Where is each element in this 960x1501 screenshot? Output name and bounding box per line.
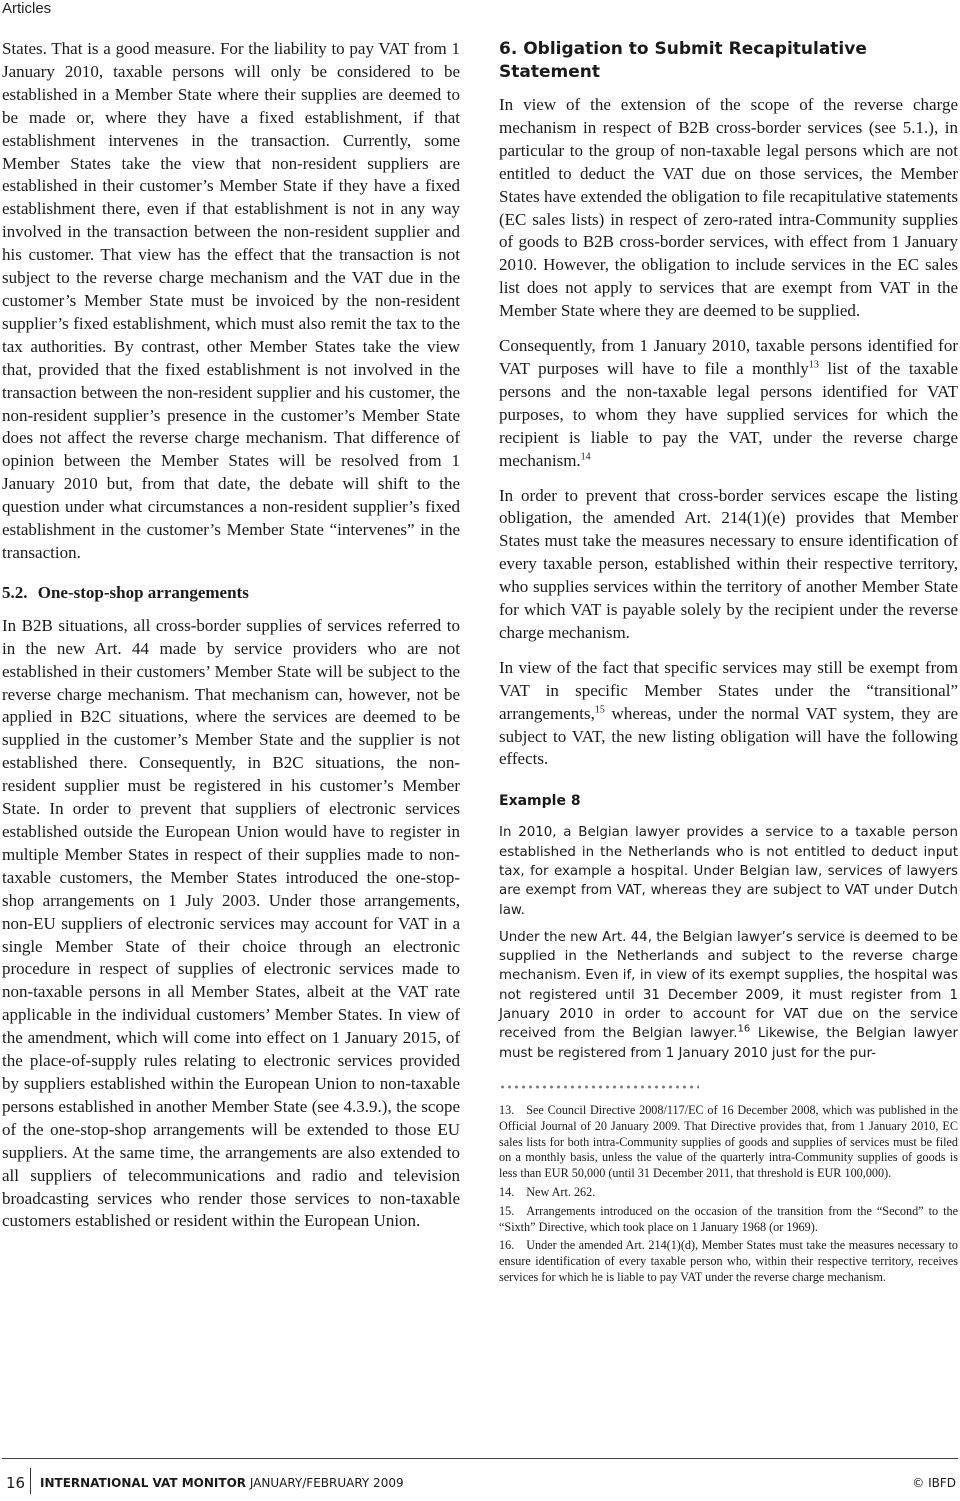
footnote-ref[interactable]: 15 <box>594 704 605 715</box>
body-paragraph <box>499 657 958 772</box>
text-run: In view of the fact that specific services may still be exempt from VAT in specific Member States under the “transitional” arrangements, <box>499 657 958 723</box>
text-run: Under the new Art. 44, the Belgian lawyer’s service is deemed to be supplied in the Netherlands and subject to the reverse charge mechanism. Even if, in view of its exempt supplies, the hospital was not registered until 31 December 2009, it must register from 1 January 2010 in order to account for VAT due on the service received from the Belgian lawyer. <box>499 929 958 1042</box>
footnote-number: 14. <box>499 1184 515 1199</box>
left-column <box>2 38 460 1243</box>
section-label: Articles <box>2 0 52 17</box>
example-paragraph <box>499 928 958 1063</box>
page-number: 16 <box>6 1474 26 1492</box>
chapter-heading: 6. Obligation to Submit Recapitulative Statement <box>499 39 867 82</box>
footnotes <box>499 1103 958 1286</box>
footer-divider <box>30 1468 31 1494</box>
text-run: Likewise, the Belgian lawyer must be registered from 1 January 2010 just for the pur- <box>499 1026 958 1061</box>
footnote-separator <box>499 1085 699 1089</box>
right-column <box>499 38 958 1289</box>
footnote-text: Arrangements introduced on the occasion of the transition from the “Second” to the “Sixth” Directive, which took place on 1 January 1968 (or 1969). <box>499 1203 958 1234</box>
example-paragraph: In 2010, a Belgian lawyer provides a service to a taxable person established in the Netherlands who is not entitled to deduct input tax, for example a hospital. Under Belgian law, services of lawyers are exempt from VAT, whereas they are subject to VAT under Dutch law. <box>499 825 958 918</box>
footnote-number: 13. <box>499 1102 515 1117</box>
section-number: 5.2. <box>2 582 28 602</box>
footnote-text: See Council Directive 2008/117/EC of 16 December 2008, which was published in the Official Journal of 20 January 2009. That Directive provides that, from 1 January 2010, EC sales lists for both intra-Community supplies of goods and supplies of services must be filed on a monthly basis, unless the value of the quarterly intra-Community supplies of goods is less than EUR 50,000 (until 31 December 2011, that threshold is EUR 100,000). <box>499 1102 958 1181</box>
footnote <box>499 1185 958 1201</box>
footnote-number: 15. <box>499 1203 515 1218</box>
footnote <box>499 1103 958 1182</box>
body-paragraph <box>499 335 958 472</box>
text-run: whereas, under the normal VAT system, they are subject to VAT, the new listing obligation will have the following effects. <box>499 703 958 769</box>
publication-info <box>40 1476 404 1490</box>
footnote-text: Under the amended Art. 214(1)(d), Member States must take the measures necessary to ensure identification of every taxable person who, within their respective territory, receives services for which he is liable to pay VAT under the reverse charge mechanism. <box>499 1238 958 1284</box>
text-run: list of the taxable persons and the non-taxable legal persons identified for VAT purposes, to whom they have supplied services for which the recipient is liable to pay the VAT, under the reverse charge mechanism. <box>499 358 958 470</box>
footnote-ref[interactable]: 14 <box>580 450 591 462</box>
footnote <box>499 1204 958 1236</box>
example-title: Example 8 <box>499 793 581 810</box>
footnote-ref[interactable]: 16 <box>737 1023 751 1035</box>
body-paragraph: States. That is a good measure. For the liability to pay VAT from 1 January 2010, taxable persons will only be considered to be established in a Member State where their supplies are deemed to be made or, where they have a fixed establishment, if that establishment intervenes in the transaction. Currently, some Member States take the view that non-resident suppliers are established in their customer’s Member State if they have a fixed establishment there, even if that establishment is not in any way involved in the transaction between the non-resident supplier and his customer. That view has the effect that the transaction is not subject to the reverse charge mechanism and the VAT due in the customer’s Member State must be invoiced by the non-resident supplier’s fixed establishment, which must also remit the tax to the tax authorities. By contrast, other Member States take the view that, provided that the fixed establishment is not involved in the transaction between the non-resident supplier and his customer, the non-resident supplier’s presence in the customer’s Member State does not affect the reverse charge mechanism. That difference of opinion between the Member States will be resolved from 1 January 2010 but, from that date, the debate will shift to the question under what circumstances a non-resident supplier’s fixed establishment in the customer’s Member State “intervenes” in the transaction. <box>2 39 460 562</box>
publication-issue: JANUARY/FEBRUARY 2009 <box>249 1476 404 1490</box>
body-paragraph: In B2B situations, all cross-border supplies of services referred to in the new Art. 44 made by service providers who are not established in their customers’ Member State will be subject to the reverse charge mechanism. That mechanism can, however, not be applied in B2C situations, where the services are deemed to be supplied in the customer’s Member State and the supplier is not established there. Consequently, in B2C situations, the non-resident supplier must be registered in his customer’s Member State. In order to prevent that suppliers of electronic services established outside the European Union would have to register in multiple Member States in respect of their supplies made to non-taxable customers, the Member States introduced the one-stop-shop arrangements on 1 July 2003. Under those arrangements, non-EU suppliers of electronic services may account for VAT in a single Member State of their choice through an electronic procedure in respect of supplies of electronic services made to non-taxable persons in all Member States, albeit at the VAT rate applicable in the individual customers’ Member States. In view of the amendment, which will come into effect on 1 January 2015, of the place-of-supply rules relating to electronic services provided by suppliers established within the European Union to non-taxable persons established in another Member State (see 4.3.9.), the scope of the one-stop-shop arrangements will be extended to those EU suppliers. At the same time, the arrangements are also extended to all suppliers of telecommunications and radio and television broadcasting services who render those services to non-taxable customers established or resident within the European Union. <box>2 615 460 1231</box>
body-paragraph: In view of the extension of the scope of the reverse charge mechanism in respect of B2B cross-border services (see 5.1.), in particular to the group of non-taxable legal persons which are not entitled to deduct the VAT due on those services, the Member States have extended the obligation to file recapitulative statements (EC sales lists) in respect of zero-rated intra-Community supplies of goods to B2B cross-border services, with effect from 1 January 2010. However, the obligation to include services in the EC sales list does not apply to services that are exempt from VAT in the Member State where they are deemed to be supplied. <box>499 95 958 321</box>
footnote-number: 16. <box>499 1238 515 1253</box>
section-title: One-stop-shop arrangements <box>37 582 249 602</box>
body-paragraph: In order to prevent that cross-border services escape the listing obligation, the amended Art. 214(1)(e) provides that Member States must take the measures necessary to ensure identification of every taxable person, established within their respective territory, who supplies services within the territory of another Member State for which VAT is payable solely by the recipient under the reverse charge mechanism. <box>499 485 958 642</box>
footer-rule <box>2 1458 958 1459</box>
publication-name: INTERNATIONAL VAT MONITOR <box>40 1476 247 1490</box>
publisher-mark: © IBFD <box>912 1476 956 1490</box>
footnote <box>499 1238 958 1285</box>
footnote-ref[interactable]: 13 <box>808 359 819 371</box>
footnote-text: New Art. 262. <box>526 1184 596 1199</box>
text-run: Consequently, from 1 January 2010, taxable persons identified for VAT purposes will have to file a monthly <box>499 336 958 378</box>
section-heading <box>2 583 460 603</box>
page-footer <box>2 1474 958 1494</box>
